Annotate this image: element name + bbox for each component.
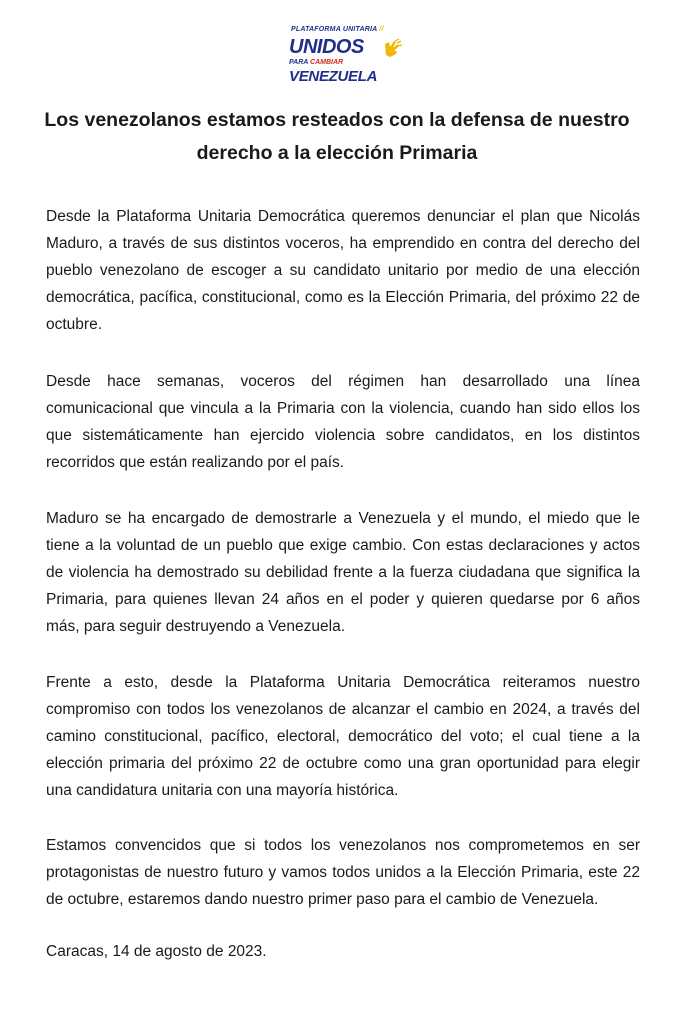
raised-hand-icon: [381, 38, 403, 60]
paragraph-5: Estamos convencidos que si todos los venezolanos nos comprometemos en ser protagonistas de nuestro futuro y vamos todos unidos a la Elección Primaria, este 22 de octubre, estaremos dando nuestro primer paso para el cambio de Venezuela.: [46, 837, 640, 908]
paragraph-3: Maduro se ha encargado de demostrarle a Venezuela y el mundo, el miedo que le tiene a la voluntad de un pueblo que exige cambio. Con estas declaraciones y actos de violencia ha demostrado su debilidad frente a la fuerza ciudadana que significa la Primaria, para quienes llevan 24 años en el poder y quieren quedarse por 6 años más, para seguir destruyendo a Venezuela.: [46, 510, 640, 635]
logo-top-line: PLATAFORMA UNITARIA //: [291, 26, 384, 33]
logo-main-word: UNIDOS: [289, 36, 364, 58]
logo-country: VENEZUELA: [289, 68, 378, 85]
paragraph-2: Desde hace semanas, voceros del régimen han desarrollado una línea comunicacional que vincula a la Primaria con la violencia, cuando han sido ellos los que sistemáticamente han ejercido violencia sobre candidatos, en los distintos recorridos que están realizando por el país.: [46, 373, 640, 471]
document-title: Los venezolanos estamos resteados con la defensa de nuestro derecho a la elección Primaria: [44, 109, 630, 164]
plataforma-unitaria-logo: [283, 22, 413, 86]
paragraph-4: Frente a esto, desde la Plataforma Unitaria Democrática reiteramos nuestro compromiso con todos los venezolanos de alcanzar el cambio en 2024, a través del camino constitucional, pacífico, electoral, democrático del voto; el cual tiene a la elección primaria del próximo 22 de octubre como una gran oportunidad para elegir una candidatura unitaria con una mayoría histórica.: [46, 674, 640, 799]
dateline: Caracas, 14 de agosto de 2023.: [46, 943, 267, 960]
logo-para-cambiar: PARA CAMBIAR: [289, 59, 344, 66]
paragraph-1: Desde la Plataforma Unitaria Democrática queremos denunciar el plan que Nicolás Maduro, a través de sus distintos voceros, ha emprendido en contra del derecho del pueblo venezolano de escoger a su candidato unitario por medio de una elección democrática, pacífica, constitucional, como es la Elección Primaria, del próximo 22 de octubre.: [46, 208, 640, 333]
